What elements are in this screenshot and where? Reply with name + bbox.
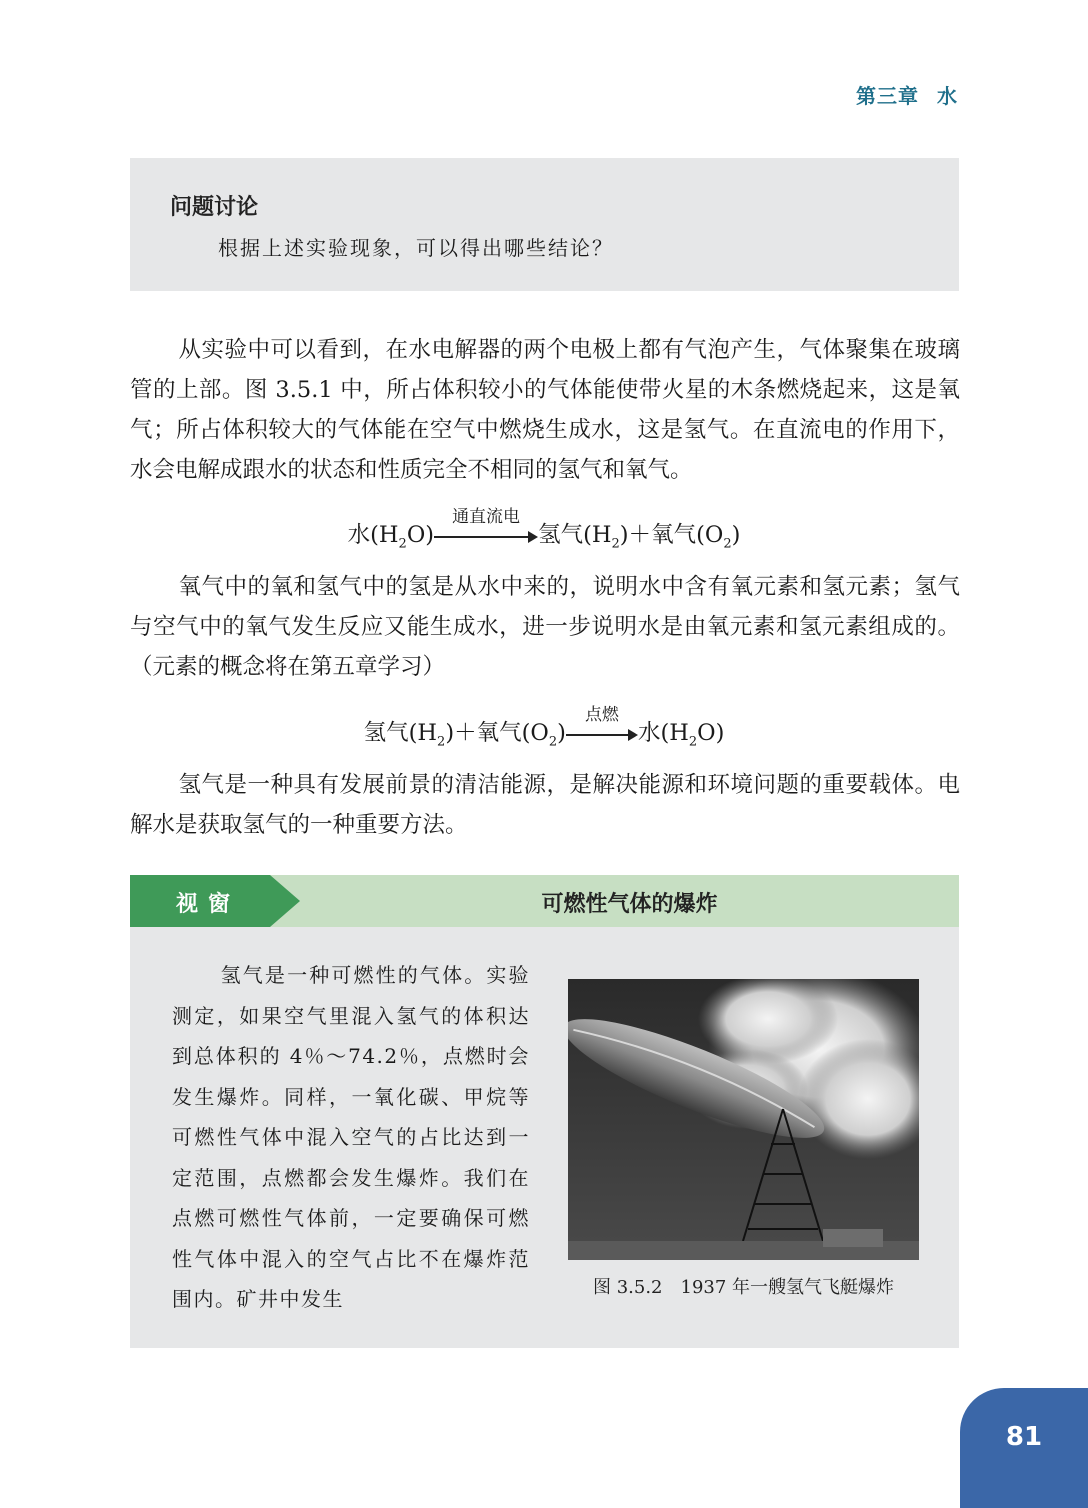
airship-explosion-image: [568, 979, 919, 1260]
paragraph-2: [130, 567, 960, 687]
paragraph-3: [130, 765, 960, 845]
chapter-header: [856, 80, 958, 109]
airship-explosion-photo: [568, 979, 919, 1260]
equation-electrolysis: 水$(H_2O)$ 通直流电 氢气$(H_2)+$氧气$(O_2)$: [0, 520, 1088, 560]
window-title: 可燃性气体的爆炸: [541, 892, 718, 917]
chapter-title: 水: [937, 84, 958, 108]
window-tag-label: 视窗: [176, 892, 241, 917]
page-number: 81: [1005, 1422, 1043, 1452]
paragraph-3-text: 氢气是一种具有发展前景的清洁能源，是解决能源和环境问题的重要载体。电解水是获取氢气的一种重要方法。: [130, 772, 960, 838]
equation-combustion: 氢气$(H_2)+$氧气$(O_2)$ 点燃 水$(H_2O)$: [0, 718, 1088, 758]
reaction-condition: 通直流电: [452, 507, 521, 527]
reaction-arrow: [434, 507, 538, 548]
window-text: [172, 955, 530, 1320]
reaction-condition: 点燃: [584, 705, 619, 725]
figure-caption: 图 3.5.2 1937 年一艘氢气飞艇爆炸: [592, 1277, 895, 1298]
discussion-box: [130, 158, 959, 291]
reaction-arrow: [566, 705, 638, 746]
window-text-body: 氢气是一种可燃性的气体。实验测定，如果空气里混入氢气的体积达到总体积的 4％～74.2％，点燃时会发生爆炸。同样，一氧化碳、甲烷等可燃性气体中混入空气的占比达到一定范围，点燃都会发生爆炸。我们在点燃可燃性气体前，一定要确保可燃性气体中混入的空气占比不在爆炸范围内。矿井中发生: [172, 963, 530, 1311]
page-number-tab: [960, 1388, 1088, 1508]
paragraph-1: [130, 330, 960, 490]
chapter-label: 第三章: [856, 84, 919, 108]
window-banner: [130, 875, 959, 927]
window-box: [130, 875, 959, 1348]
discussion-title: 问题讨论: [170, 195, 259, 220]
paragraph-1-text: 从实验中可以看到，在水电解器的两个电极上都有气泡产生，气体聚集在玻璃管的上部。图 3.5.1 中，所占体积较小的气体能使带火星的木条燃烧起来，这是氧气；所占体积较大的气体能在空气中燃烧生成水，这是氢气。在直流电的作用下，水会电解成跟水的状态和性质完全不相同的氢气和氧气。: [130, 337, 960, 483]
paragraph-2-text: 氧气中的氧和氢气中的氢是从水中来的，说明水中含有氧元素和氢元素；氢气与空气中的氧气发生反应又能生成水，进一步说明水是由氧元素和氢元素组成的。（元素的概念将在第五章学习）: [130, 574, 960, 680]
discussion-question: 根据上述实验现象，可以得出哪些结论？: [218, 236, 614, 260]
